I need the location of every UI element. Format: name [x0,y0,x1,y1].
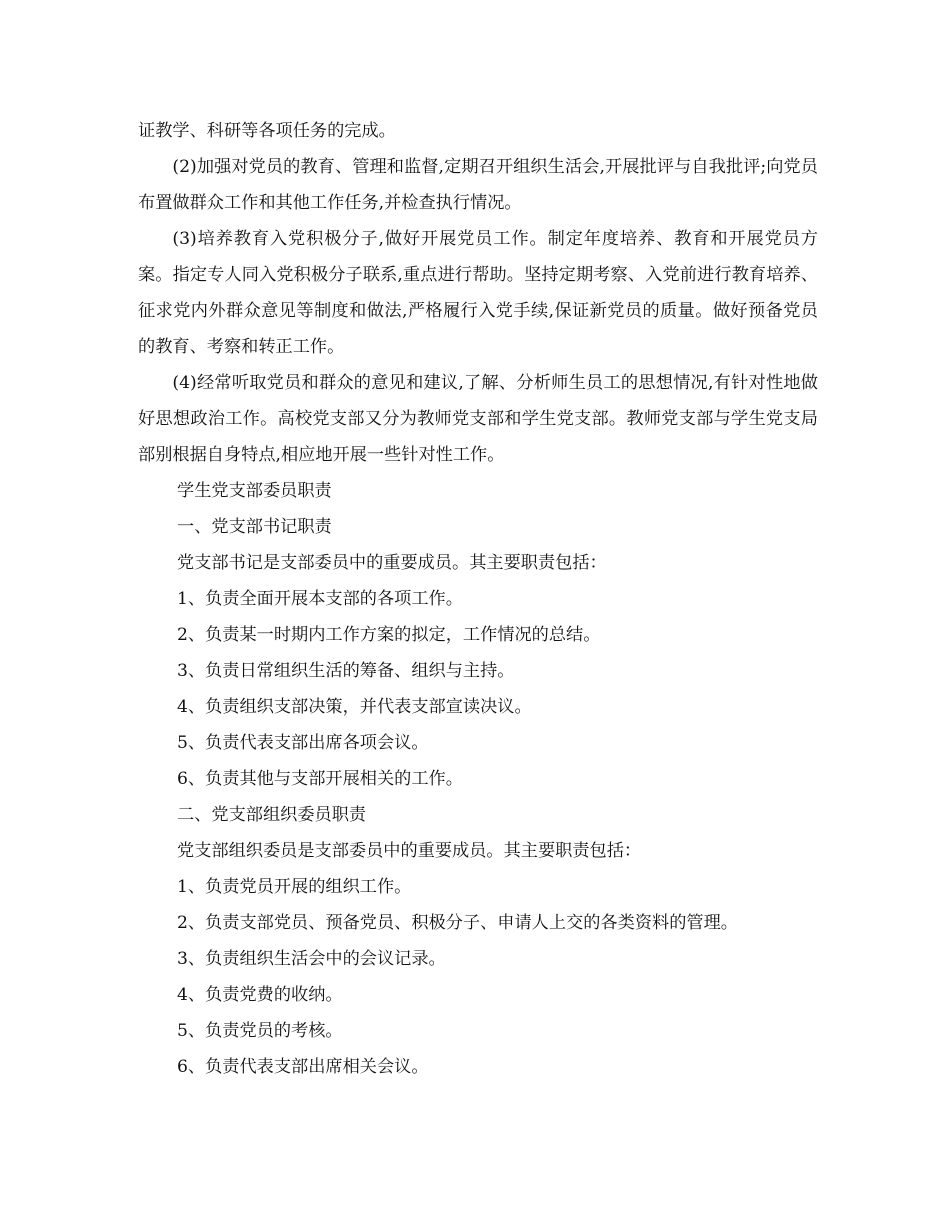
organizer-heading: 二、党支部组织委员职责 [177,805,367,825]
document-body [138,113,818,1085]
organizer-duty-item: 3、负责组织生活会中的会议记录。 [177,949,446,969]
secretary-duty-item: 1、负责全面开展本支部的各项工作。 [177,589,463,609]
paragraph-continuation: 证教学、科研等各项任务的完成。 [138,121,396,141]
paragraph-item-3: (3)培养教育入党积极分子,做好开展党员工作。制定年度培养、教育和开展党员方案。指定专人同入党积极分子联系,重点进行帮助。坚持定期考察、入党前进行教育培养、征求党内外群众意见等制度和做法,严格履行入党手续,保证新党员的质量。做好预备党员的教育、考察和转正工作。 [138,229,818,357]
organizer-intro: 党支部组织委员是支部委员中的重要成员。其主要职责包括： [177,841,642,861]
secretary-duty-item: 5、负责代表支部出席各项会议。 [177,733,429,753]
secretary-duty-item: 6、负责其他与支部开展相关的工作。 [177,769,463,789]
organizer-duty-item: 1、负责党员开展的组织工作。 [177,877,412,897]
organizer-duty-item: 4、负责党费的收纳。 [177,985,343,1005]
secretary-duty-item: 4、负责组织支部决策，并代表支部宣读决议。 [177,697,532,717]
secretary-intro: 党支部书记是支部委员中的重要成员。其主要职责包括： [177,553,607,573]
secretary-duty-item: 2、负责某一时期内工作方案的拟定，工作情况的总结。 [177,625,601,645]
organizer-duty-item: 6、负责代表支部出席相关会议。 [177,1057,429,1077]
organizer-duty-item: 5、负责党员的考核。 [177,1021,343,1041]
secretary-duty-item: 3、负责日常组织生活的筹备、组织与主持。 [177,661,515,681]
paragraph-item-4: (4)经常听取党员和群众的意见和建议,了解、分析师生员工的思想情况,有针对性地做好思想政治工作。高校党支部又分为教师党支部和学生党支部。教师党支部与学生党支局部别根据自身特点,相应地开展一些针对性工作。 [138,373,818,465]
organizer-duty-item: 2、负责支部党员、预备党员、积极分子、申请人上交的各类资料的管理。 [177,913,738,933]
secretary-heading: 一、党支部书记职责 [177,517,332,537]
section-title: 学生党支部委员职责 [177,481,332,501]
paragraph-item-2: (2)加强对党员的教育、管理和监督,定期召开组织生活会,开展批评与自我批评;向党员布置做群众工作和其他工作任务,并检查执行情况。 [138,157,818,213]
